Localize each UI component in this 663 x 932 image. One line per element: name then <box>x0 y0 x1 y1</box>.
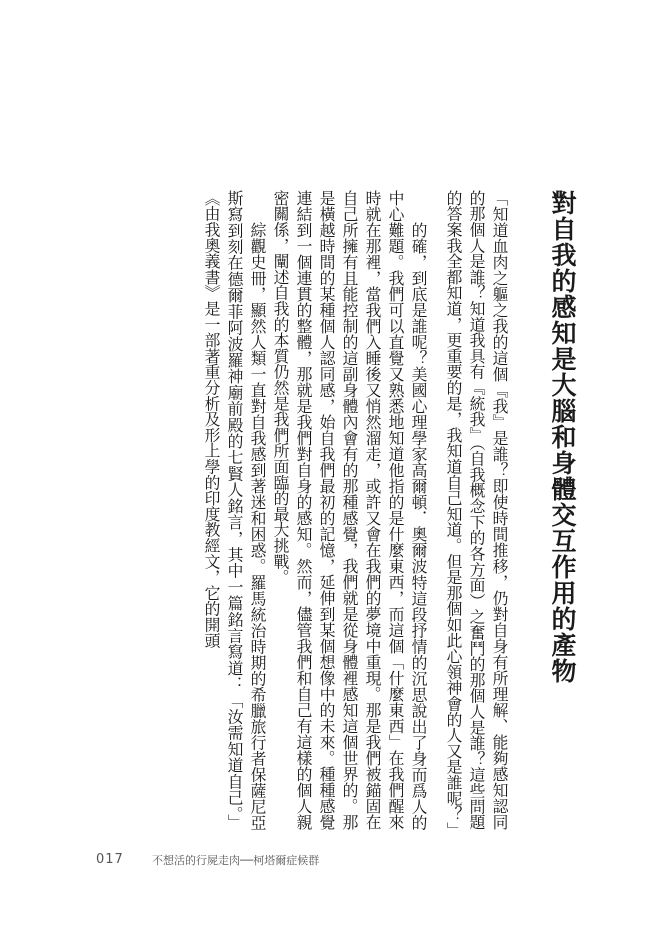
section-heading: 對自我的感知是大腦和身體交互作用的產物 <box>548 190 577 684</box>
paragraph: 綜觀史冊，顯然人類一直對自我感到著迷和困惑。羅馬統治時期的希臘旅行者保薩尼亞斯寫到刻在德爾菲阿波羅神廟前殿的七賢人銘言，其中一篇銘言寫道：「汝需知道自己。」《由我奧義書》是一部著重分析及形上學的印度教經文，它的開頭 <box>202 190 267 830</box>
running-head: 不想活的行屍走肉──柯塔爾症候群 <box>152 854 320 867</box>
page-number: 017 <box>96 852 124 867</box>
body-text <box>200 190 525 838</box>
opening-quote: 「知道血肉之軀之我的這個『我』是誰？即使時間推移，仍對自身有所理解、能夠感知認同的那個人是誰？知道我具有『統我』（自我概念下的各方面）之奮鬥的那個人是誰？這些問題的答案我全都知道，更重要的是，我知道自己知道。但是那個如此心領神會的人又是誰呢？」 <box>444 190 509 838</box>
paragraph: 的確，到底是誰呢？美國心理學家高爾頓．奧爾波特這段抒情的沉思說出了身而爲人的中心難題。我們可以直覺又熟悉地知道他指的是什麼東西，而這個「什麼東西」在我們醒來時就在那裡，當我們入睡後又悄然溜走，或許又會在我們的夢境中重現。那是我們被錨固在自己所擁有且能控制的這副身體內會有的那種感覺，我們就是從身體裡感知這個世界的。那是橫越時間的某種個人認同感，始自我們最初的記憶，延伸到某個想像中的未來。種種感覺連結到一個連貫的整體，那就是我們對自身的感知。然而，儘管我們和自己有這樣的個人親密關係，闡述自我的本質仍然是我們所面臨的最大挑戰。 <box>271 190 428 830</box>
